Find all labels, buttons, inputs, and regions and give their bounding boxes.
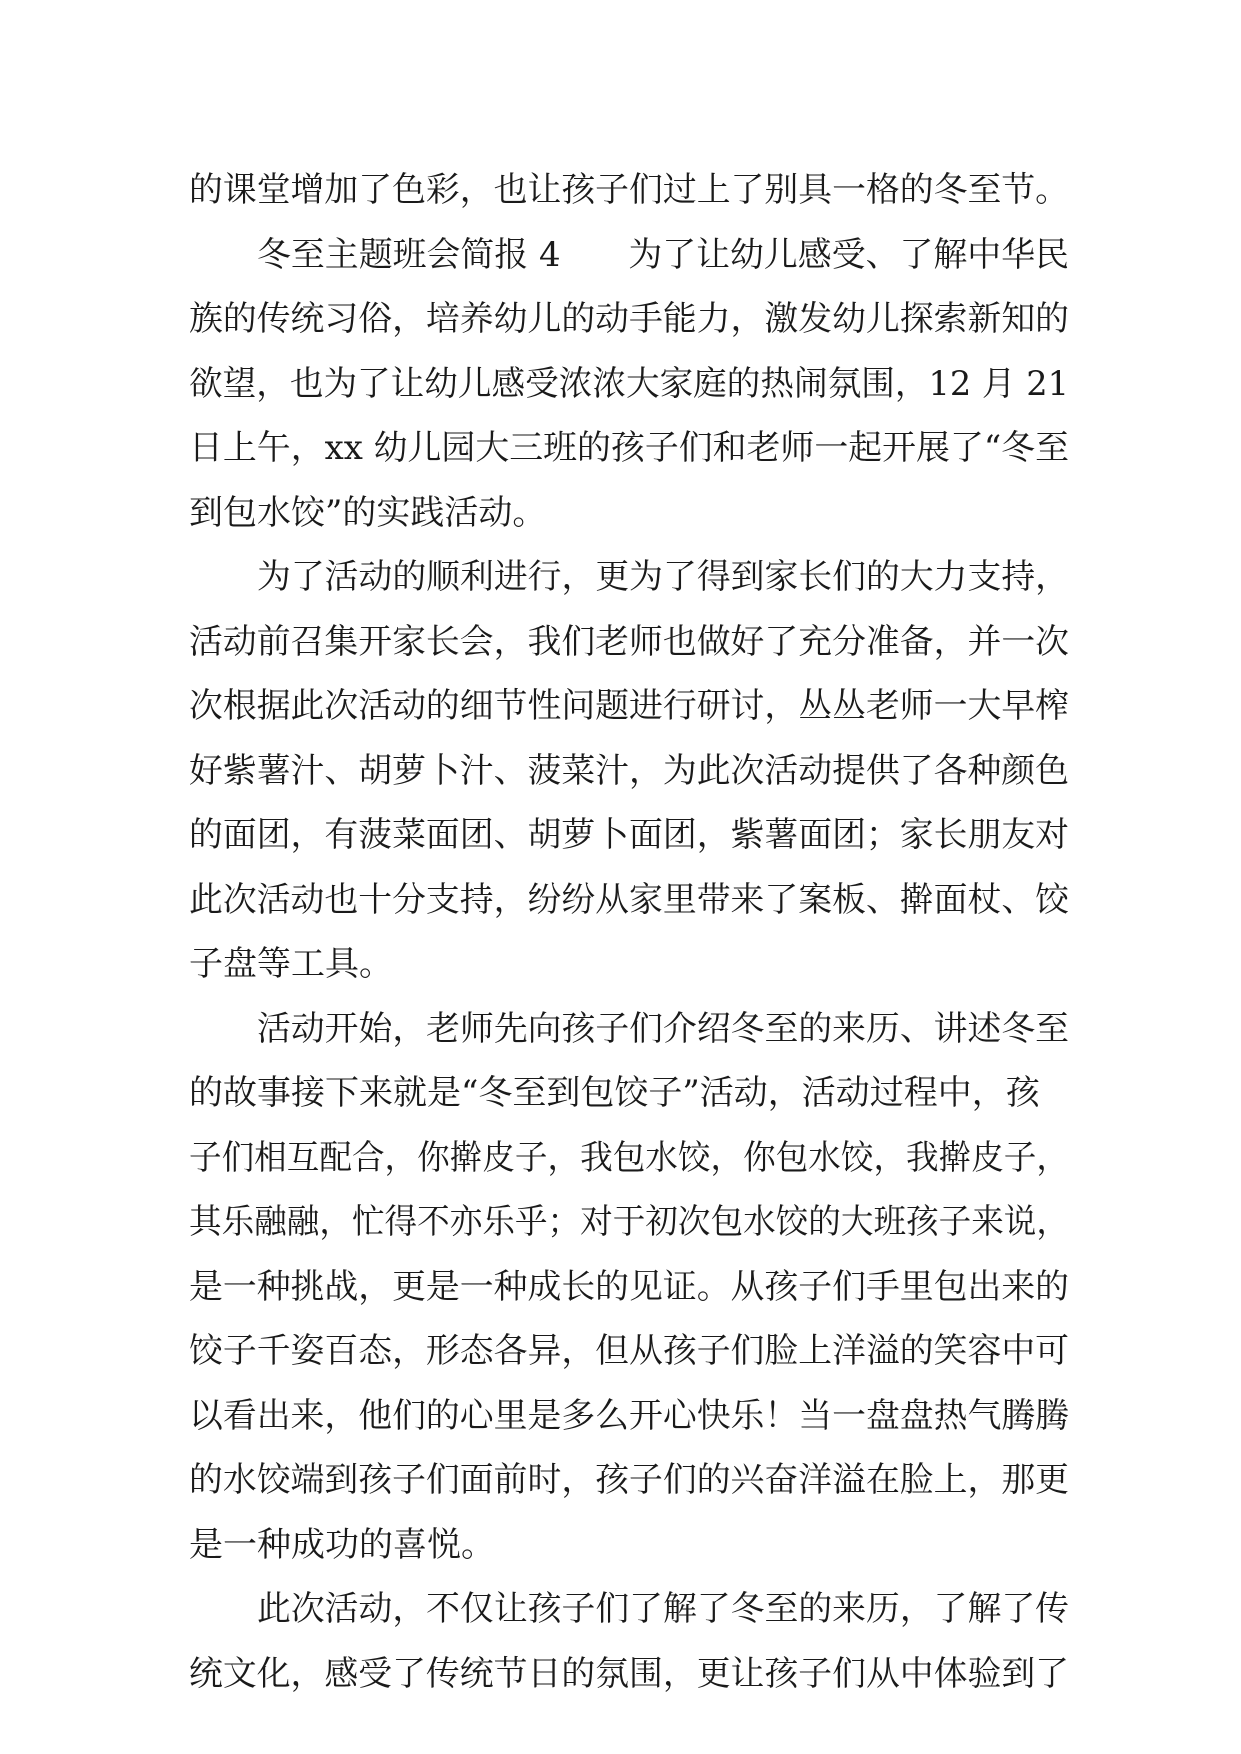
text-line: 此次活动也十分支持，纷纷从家里带来了案板、擀面杖、饺 xyxy=(189,879,1070,920)
text-line: 子盘等工具。 xyxy=(189,944,393,984)
text-line: 的水饺端到孩子们面前时，孩子们的兴奋洋溢在脸上，那更 xyxy=(189,1460,1070,1500)
text-line: 为了活动的顺利进行，更为了得到家长们的大力支持， xyxy=(257,557,1070,597)
text-line: 的课堂增加了色彩，也让孩子们过上了别具一格的冬至节。 xyxy=(189,170,1070,210)
text-line: 以看出来，他们的心里是多么开心快乐！当一盘盘热气腾腾 xyxy=(189,1395,1070,1436)
text-line: 欲望，也为了让幼儿感受浓浓大家庭的热闹氛围，12 月 21 xyxy=(189,363,1070,404)
text-line: 子们相互配合，你擀皮子，我包水饺，你包水饺，我擀皮子， xyxy=(189,1137,1069,1178)
text-line: 的故事接下来就是“冬至到包饺子”活动，活动过程中，孩 xyxy=(189,1073,1040,1113)
text-line: 是一种挑战，更是一种成长的见证。从孩子们手里包出来的 xyxy=(189,1266,1070,1307)
text-line: 统文化，感受了传统节日的氛围，更让孩子们从中体验到了 xyxy=(189,1653,1070,1694)
text-line: 日上午，xx 幼儿园大三班的孩子们和老师一起开展了“冬至 xyxy=(189,428,1069,468)
text-line: 族的传统习俗，培养幼儿的动手能力，激发幼儿探索新知的 xyxy=(189,299,1070,339)
text-line: 饺子千姿百态，形态各异，但从孩子们脸上洋溢的笑容中可 xyxy=(189,1331,1070,1371)
text-line: 冬至主题班会简报 4 为了让幼儿感受、了解中华民 xyxy=(257,234,1070,275)
text-line: 活动开始，老师先向孩子们介绍冬至的来历、讲述冬至 xyxy=(257,1008,1070,1049)
text-line: 的面团，有菠菜面团、胡萝卜面团，紫薯面团；家长朋友对 xyxy=(189,815,1070,855)
text-line: 到包水饺”的实践活动。 xyxy=(189,492,547,533)
text-line: 此次活动，不仅让孩子们了解了冬至的来历，了解了传 xyxy=(257,1589,1070,1629)
document-body xyxy=(189,158,1069,1706)
text-line: 其乐融融，忙得不亦乐乎；对于初次包水饺的大班孩子来说， xyxy=(189,1202,1069,1242)
text-line: 活动前召集开家长会，我们老师也做好了充分准备，并一次 xyxy=(189,621,1070,662)
text-line: 次根据此次活动的细节性问题进行研讨，丛丛老师一大早榨 xyxy=(189,686,1070,726)
text-line: 好紫薯汁、胡萝卜汁、菠菜汁，为此次活动提供了各种颜色 xyxy=(189,750,1070,791)
text-line: 是一种成功的喜悦。 xyxy=(189,1524,495,1565)
